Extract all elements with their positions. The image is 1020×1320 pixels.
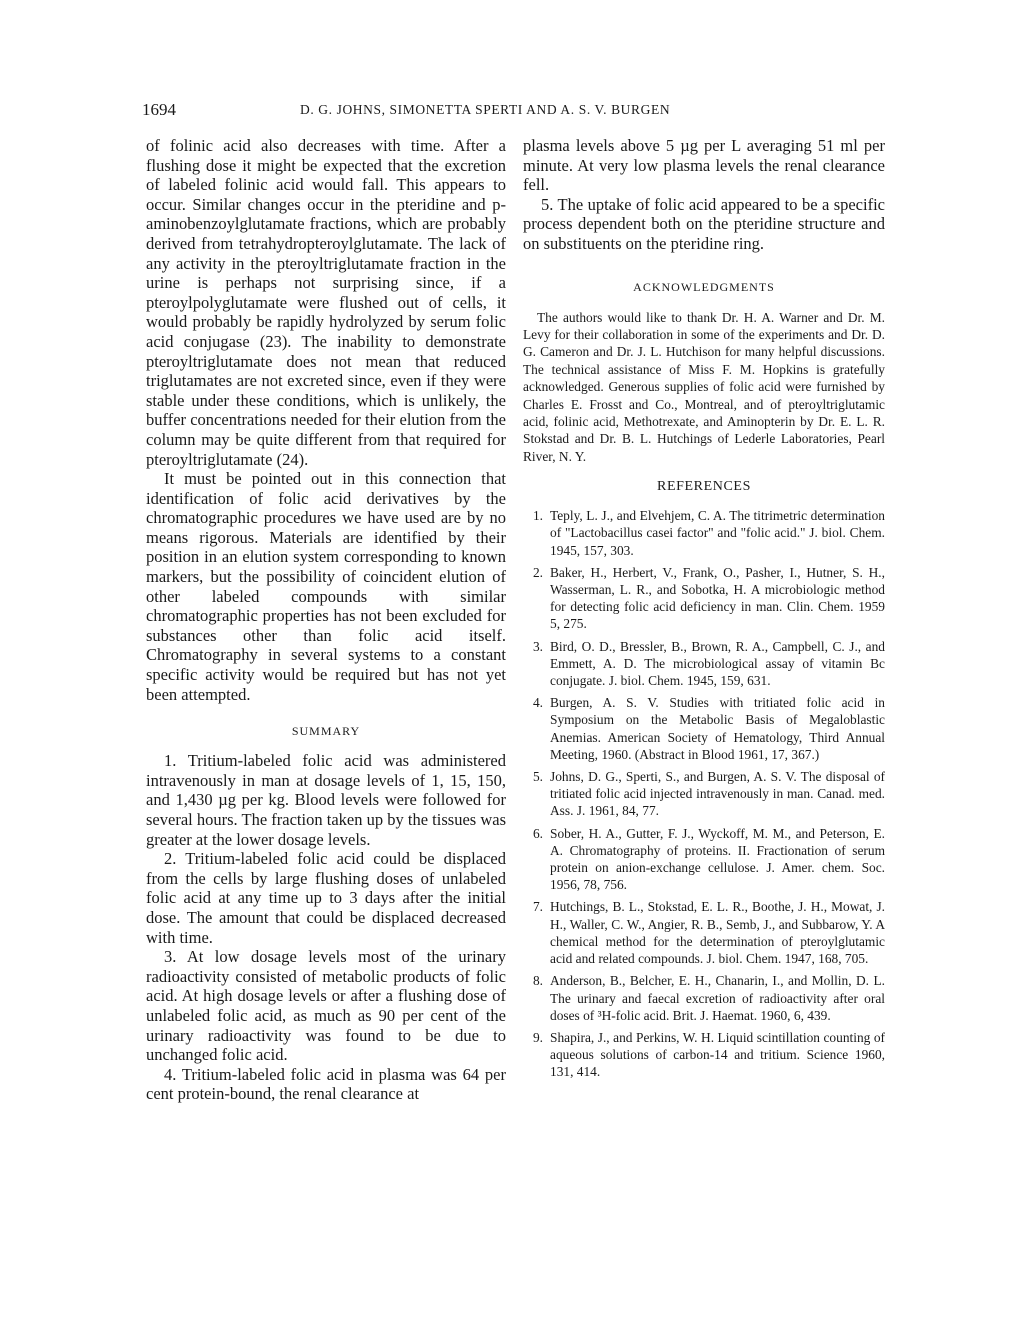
body-paragraph-continued: of folinic acid also decreases with time. After a flushing dose it might be expected that the excretion of labeled folinic acid would fall. This appears to occur. Similar changes occur in the pteridine and p-aminobenzoylglutamate fractions, which are probably derived from tetrahydropteroylglutamate. The lack of any activity in the pteroyltriglutamate fraction in the urine is perhaps not surprising since, if a pteroylpolyglutamate were flushed out of cells, it would probably be rapidly hydrolyzed by serum folic acid conjugase (23). The inability to demonstrate pteroyltriglutamate does not mean that reduced triglutamates are not excreted since, even if they were stable under these conditions, which is unlikely, the buffer concentrations needed for their elution from the column may be quite different from that required for pteroyltriglutamate (24). [146, 136, 506, 469]
reference-text: Hutchings, B. L., Stokstad, E. L. R., Boothe, J. H., Mowat, J. H., Waller, C. W., Angier, R. B., Semb, J., and Subbarow, Y. A chemical method for the determination of pteroylglutamic acid and related compounds. J. biol. Chem. 1947, 168, 705. [550, 899, 885, 967]
acknowledgments-heading: ACKNOWLEDGMENTS [633, 279, 775, 294]
reference-item [523, 1029, 885, 1081]
reference-text: Teply, L. J., and Elvehjem, C. A. The titrimetric determination of "Lactobacillus casei factor" and "folic acid." J. biol. Chem. 1945, 157, 303. [550, 508, 885, 558]
reference-text: Sober, H. A., Gutter, F. J., Wyckoff, M. M., and Peterson, E. A. Chromatography of proteins. II. Fractionation of serum protein on anion-exchange cellulose. J. Amer. chem. Soc. 1956, 78, 756. [550, 825, 885, 893]
left-column [146, 136, 506, 1104]
reference-text: Burgen, A. S. V. Studies with tritiated folic acid in Symposium on the Metabolic Basis of Megaloblastic Anemias. American Society of Hematology, Third Annual Meeting, 1960. (Abstract in Blood 1961, 17, 367.) [550, 695, 885, 762]
reference-item [523, 638, 885, 690]
reference-number: 5. [532, 769, 543, 785]
summary-item: 5. The uptake of folic acid appeared to be a specific process dependent both on the pteridine structure and on substituents on the pteridine ring. [523, 194, 885, 253]
reference-text: Bird, O. D., Bressler, B., Brown, R. A., Campbell, C. J., and Emmett, A. D. The microbiological assay of vitamin Bc conjugate. J. biol. Chem. 1945, 159, 631. [550, 638, 885, 689]
reference-item [523, 972, 885, 1024]
right-column [523, 136, 885, 1086]
reference-item [523, 898, 885, 967]
page-number: 1694 [142, 100, 176, 119]
summary-item: 2. Tritium-labeled folic acid could be displaced from the cells by large flushing doses of unlabeled folic acid at any time up to 3 days after the initial dose. The amount that could be displaced decreased with time. [146, 849, 506, 947]
reference-number: 3. [532, 638, 543, 654]
running-head: D. G. JOHNS, SIMONETTA SPERTI AND A. S. V. BURGEN [300, 102, 671, 117]
body-paragraph-continued: plasma levels above 5 µg per L averaging 51 ml per minute. At very low plasma levels the renal clearance fell. [523, 136, 885, 195]
reference-number: 4. [532, 695, 543, 711]
reference-item [523, 694, 885, 763]
reference-item [523, 507, 885, 559]
reference-item [523, 768, 885, 820]
reference-text: Anderson, B., Belcher, E. H., Chanarin, I., and Mollin, D. L. The urinary and faecal excretion of radioactivity after oral doses of ³H-folic acid. Brit. J. Haemat. 1960, 6, 439. [550, 973, 885, 1023]
reference-item [523, 825, 885, 894]
reference-text: Shapira, J., and Perkins, W. H. Liquid scintillation counting of aqueous solutions of carbon-14 and tritium. Science 1960, 131, 414. [550, 1029, 885, 1080]
summary-item: 4. Tritium-labeled folic acid in plasma was 64 per cent protein-bound, the renal clearance at [146, 1064, 506, 1104]
reference-text: Baker, H., Herbert, V., Frank, O., Pasher, I., Hutner, S. H., Wasserman, L. R., and Sobotka, H. A microbiologic method for detecting folic acid deficiency in man. Clin. Chem. 1959 5, 275. [550, 564, 885, 632]
reference-list [523, 507, 885, 1080]
reference-text: Johns, D. G., Sperti, S., and Burgen, A. S. V. The disposal of tritiated folic acid injected intravenously in man. Canad. med. Ass. J. 1961, 84, 77. [550, 769, 885, 819]
reference-item [523, 564, 885, 633]
summary-item: 1. Tritium-labeled folic acid was administered intravenously in man at dosage levels of 1, 15, 150, and 1,430 µg per kg. Blood levels were followed for several hours. The fraction taken up by the tissues was greater at the lower dosage levels. [146, 751, 506, 849]
reference-number: 1. [532, 508, 543, 524]
reference-number: 9. [532, 1029, 543, 1045]
reference-number: 6. [532, 825, 543, 841]
summary-item: 3. At low dosage levels most of the urinary radioactivity consisted of metabolic products of folic acid. At high dosage levels or after a flushing dose of unlabeled folic acid, as much as 90 per cent of the urinary radioactivity was found to be due to unchanged folic acid. [146, 947, 506, 1065]
reference-number: 7. [532, 899, 543, 915]
acknowledgments-text: The authors would like to thank Dr. H. A. Warner and Dr. M. Levy for their collaboration in some of the experiments and Dr. D. G. Cameron and Dr. J. L. Hutchison for many helpful discussions. The technical assistance of Miss F. M. Hopkins is gratefully acknowledged. Generous supplies of folic acid were furnished by Charles E. Frosst and Co., Montreal, and of pteroyltriglutamic acid, folinic acid, Methotrexate, and Aminopterin by Dr. E. L. R. Stokstad and Dr. B. L. Hutchings of Lederle Laboratories, Pearl River, N. Y. [523, 309, 885, 464]
references-heading: REFERENCES [657, 479, 751, 495]
body-paragraph: It must be pointed out in this connection that identification of folic acid derivatives by the chromatographic procedures we have used are by no means rigorous. Materials are identified by their position in an elution system corresponding to known markers, but the possibility of coincident elution of other labeled compounds with similar chromatographic properties has not been excluded for substances other than folic acid itself. Chromatography in several systems to a constant specific activity would be required but has not yet been attempted. [146, 469, 506, 704]
reference-number: 2. [532, 564, 543, 580]
summary-heading: SUMMARY [291, 724, 361, 739]
reference-number: 8. [532, 973, 543, 989]
